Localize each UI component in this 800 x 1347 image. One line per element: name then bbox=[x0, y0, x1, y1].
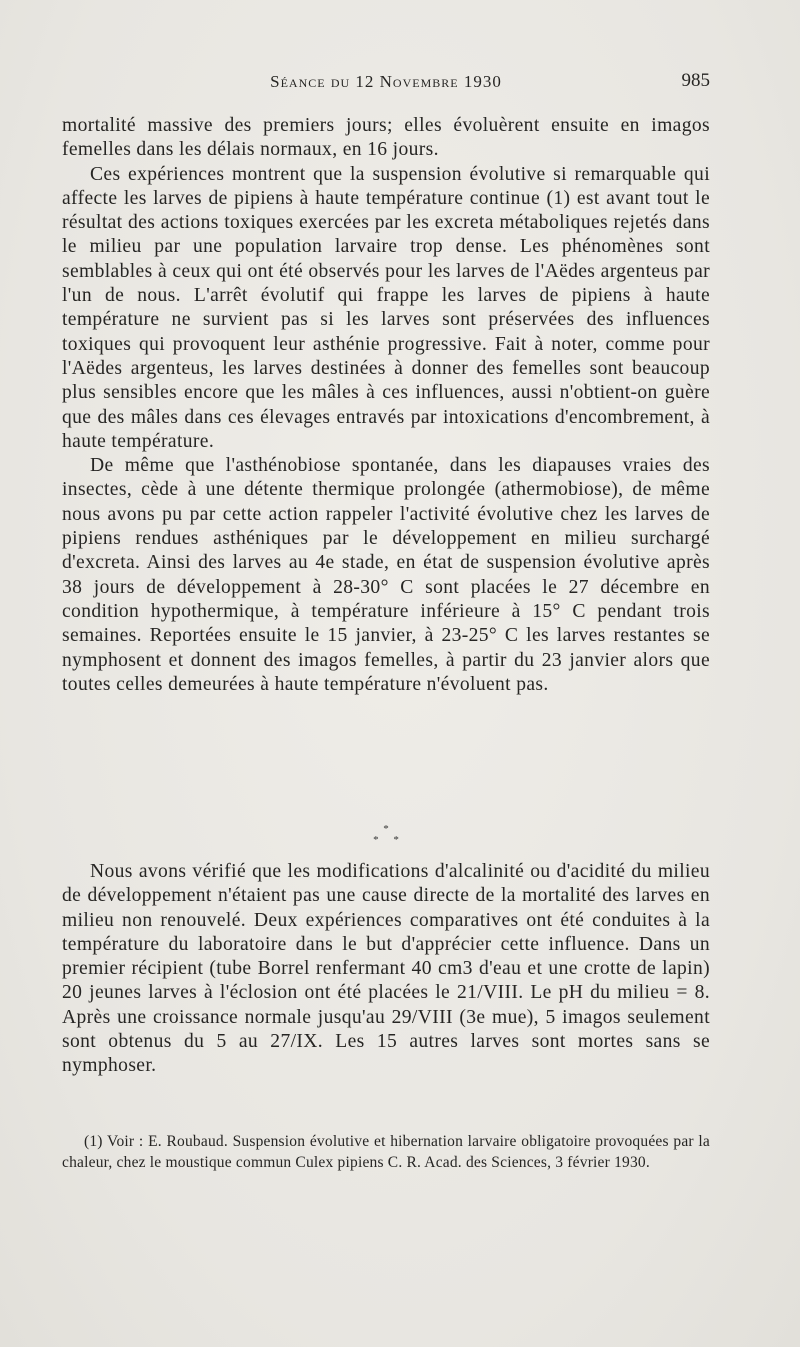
page-number: 985 bbox=[681, 70, 710, 91]
asterism-row-2: * * bbox=[373, 834, 405, 846]
page-header bbox=[62, 70, 710, 100]
section-break-asterism bbox=[62, 824, 710, 846]
running-head: Séance du 12 Novembre 1930 bbox=[270, 72, 502, 91]
second-section-text bbox=[62, 860, 710, 1079]
paragraph-4: Nous avons vérifié que les modifications d'alcalinité ou d'acidité du milieu de développement n'étaient pas une cause directe de la mortalité des larves en milieu non renouvelé. Deux expériences comparatives ont été conduites à la température du laboratoire dans le but d'apprécier cette influence. Dans un premier récipient (tube Borrel renfermant 40 cm3 d'eau et une crotte de lapin) 20 jeunes larves à l'éclosion ont été placées le 21/VIII. Le pH du milieu = 8. Après une croissance normale jusqu'au 29/VIII (3e mue), 5 imagos seulement sont obtenus du 5 au 27/IX. Les 15 autres larves sont mortes sans se nymphoser. bbox=[62, 861, 710, 1077]
paragraph-3: De même que l'asthénobiose spontanée, dans les diapauses vraies des insectes, cède à une détente thermique prolongée (athermobiose), de même nous avons pu par cette action rappeler l'activité évolutive chez les larves de pipiens rendues asthéniques par le développement en milieu surchargé d'excreta. Ainsi des larves au 4e stade, en état de suspension évolutive après 38 jours de développement à 28-30° C sont placées le 27 décembre en condition hypothermique, à température inférieure à 15° C pendant trois semaines. Reportées ensuite le 15 janvier, à 23-25° C les larves restantes se nymphosent et donnent des imagos femelles, à partir du 23 janvier alors que toutes celles demeurées à haute température n'évoluent pas. bbox=[62, 455, 710, 695]
main-text bbox=[62, 114, 710, 697]
paragraph-2: Ces expériences montrent que la suspension évolutive si remarquable qui affecte les larves de pipiens à haute température continue (1) est avant tout le résultat des actions toxiques exercées par les excreta métaboliques rejetés dans le milieu par une population larvaire trop dense. Les phénomènes sont semblables à ceux qui ont été observés pour les larves de l'Aëdes argenteus par l'un de nous. L'arrêt évolutif qui frappe les larves de pipiens à haute température ne survient pas si les larves sont préservées des influences toxiques qui provoquent leur asthénie progressive. Fait à noter, comme pour l'Aëdes argenteus, les larves destinées à donner des femelles sont beaucoup plus sensibles encore que les mâles à ces influences, aussi n'obtient-on guère que des mâles dans ces élevages entravés par intoxications d'encombrement, à haute température. bbox=[62, 163, 710, 452]
footnote-text: (1) Voir : E. Roubaud. Suspension évolutive et hibernation larvaire obligatoire provoquées par la chaleur, chez le moustique commun Culex pipiens C. R. Acad. des Sciences, 3 février 1930. bbox=[62, 1133, 710, 1171]
asterism-row-1: * bbox=[383, 823, 389, 835]
paragraph-1: mortalité massive des premiers jours; elles évoluèrent ensuite en imagos femelles dans les délais normaux, en 16 jours. bbox=[62, 115, 710, 161]
footnote bbox=[62, 1131, 710, 1173]
